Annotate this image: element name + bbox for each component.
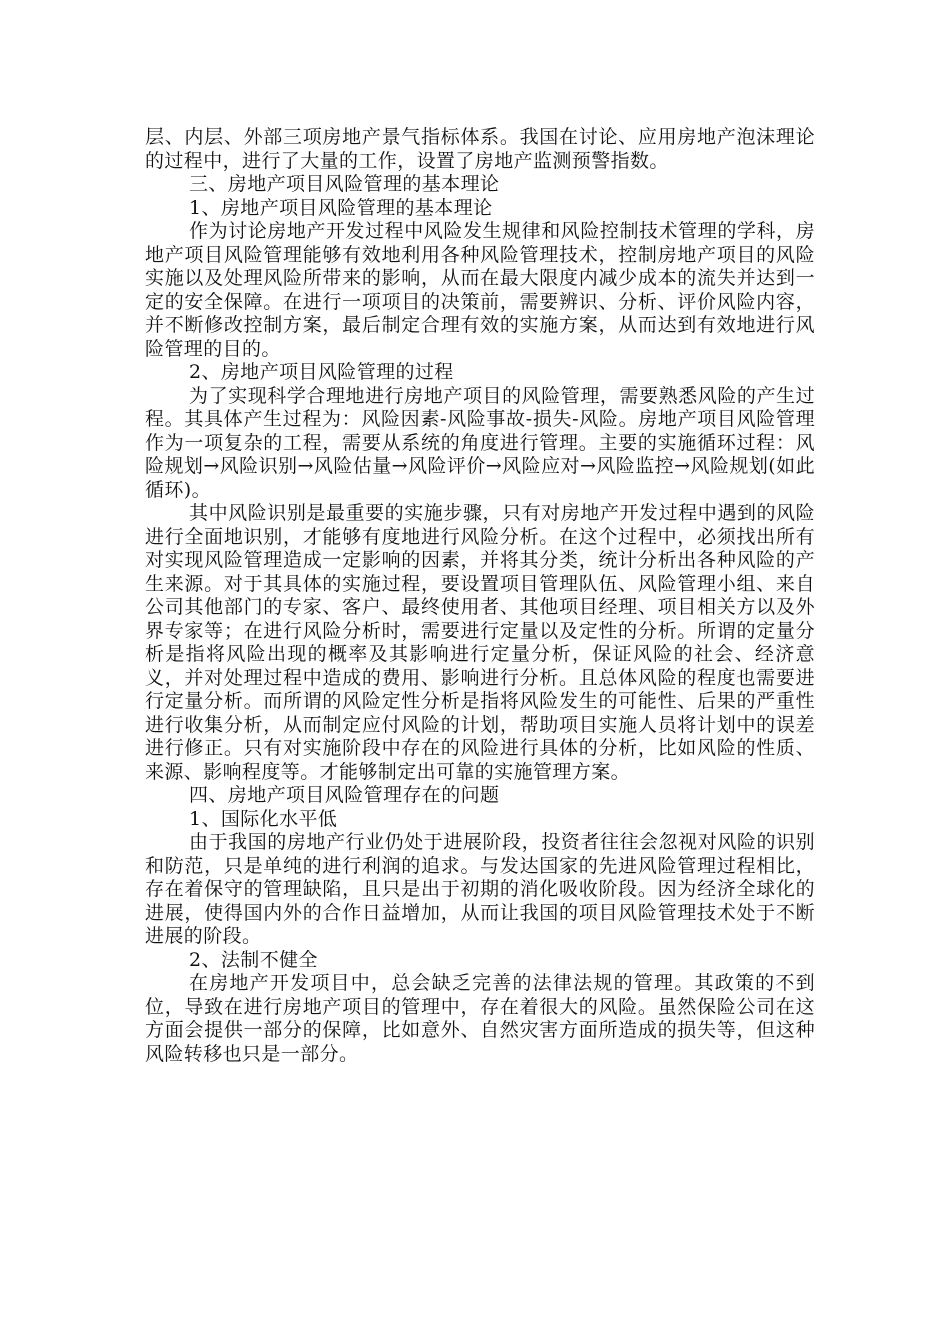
paragraph: 由于我国的房地产行业仍处于进展阶段，投资者往往会忽视对风险的识别和防范，只是单纯的进行利润的追求。与发达国家的先进风险管理过程相比，存在着保守的管理缺陷，且只是出于初期的消化吸收阶段。因为经济全球化的进展，使得国内外的合作日益增加，从而让我国的项目风险管理技术处于不断进展的阶段。 <box>145 831 815 947</box>
paragraph: 其中风险识别是最重要的实施步骤，只有对房地产开发过程中遇到的风险进行全面地识别，才能够有度地进行风险分析。在这个过程中，必须找出所有对实现风险管理造成一定影响的因素，并将其分类，统计分析出各种风险的产生来源。对于其具体的实施过程，要设置项目管理队伍、风险管理小组、来自公司其他部门的专家、客户、最终使用者、其他项目经理、项目相关方以及外界专家等；在进行风险分析时，需要进行定量以及定性的分析。所谓的定量分析是指将风险出现的概率及其影响进行定量分析，保证风险的社会、经济意义，并对处理过程中造成的费用、影响进行分析。且总体风险的程度也需要进行定量分析。而所谓的风险定性分析是指将风险发生的可能性、后果的严重性进行收集分析，从而制定应付风险的计划，帮助项目实施人员将计划中的误差进行修正。只有对实施阶段中存在的风险进行具体的分析，比如风险的性质、来源、影响程度等。才能够制定出可靠的实施管理方案。 <box>145 502 815 783</box>
paragraph: 在房地产开发项目中，总会缺乏完善的法律法规的管理。其政策的不到位，导致在进行房地产项目的管理中，存在着很大的风险。虽然保险公司在这方面会提供一部分的保障，比如意外、自然灾害方面所造成的损失等，但这种风险转移也只是一部分。 <box>145 972 815 1065</box>
subsection-heading: 1、房地产项目风险管理的基本理论 <box>189 196 493 219</box>
paragraph: 层、内层、外部三项房地产景气指标体系。我国在讨论、应用房地产泡沫理论的过程中，进行了大量的工作，设置了房地产监测预警指数。 <box>145 126 815 172</box>
document-body <box>145 126 815 1066</box>
subsection-heading: 1、国际化水平低 <box>189 807 338 830</box>
paragraph: 为了实现科学合理地进行房地产项目的风险管理，需要熟悉风险的产生过程。其具体产生过程为：风险因素-风险事故-损失-风险。房地产项目风险管理作为一项复杂的工程，需要从系统的角度进行管理。主要的实施循环过程：风险规划→风险识别→风险估量→风险评价→风险应对→风险监控→风险规划(如此循环)。 <box>145 384 815 501</box>
section-heading: 三、房地产项目风险管理的基本理论 <box>189 173 500 195</box>
paragraph: 作为讨论房地产开发过程中风险发生规律和风险控制技术管理的学科，房地产项目风险管理能够有效地利用各种风险管理技术，控制房地产项目的风险实施以及处理风险所带来的影响，从而在最大限度内减少成本的流失并达到一定的安全保障。在进行一项项目的决策前，需要辨识、分析、评价风险内容，并不断修改控制方案，最后制定合理有效的实施方案，从而达到有效地进行风险管理的目的。 <box>145 220 815 360</box>
subsection-heading: 2、房地产项目风险管理的过程 <box>189 361 454 383</box>
subsection-heading: 2、法制不健全 <box>189 948 318 971</box>
section-heading: 四、房地产项目风险管理存在的问题 <box>189 784 500 806</box>
